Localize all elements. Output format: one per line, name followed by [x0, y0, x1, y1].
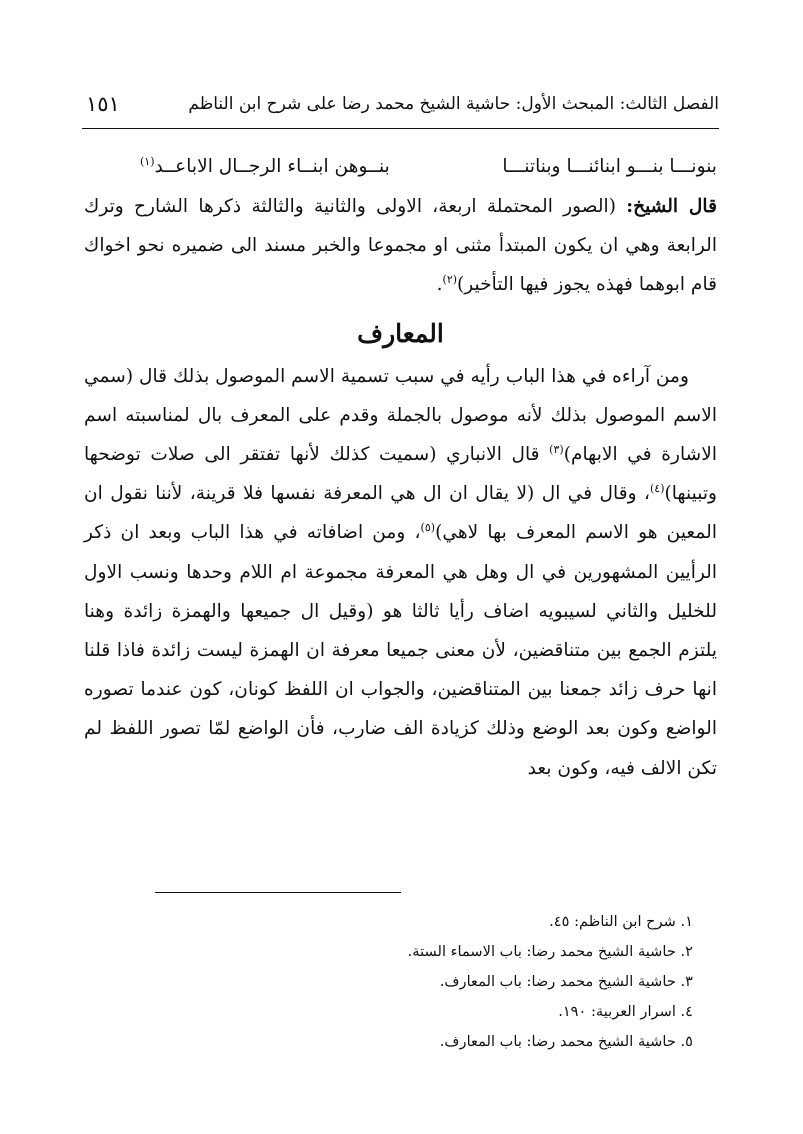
paragraph-part-2: قال الانباري (سميت كذلك لأنها تفتقر الى صلات توضحها وتبينها) [84, 444, 717, 505]
footnote-5: ٥. حاشية الشيخ محمد رضا: باب المعارف. [439, 1033, 693, 1050]
poetry-verse [84, 147, 717, 187]
sheikh-quote [84, 187, 717, 305]
main-content [84, 147, 717, 788]
verse-second-hemistich [140, 147, 390, 187]
footnotes [84, 907, 693, 1057]
paragraph-part-1: ومن آراءه في هذا الباب رأيه في سبب تسمية الاسم الموصول بذلك قال (سمي الاسم الموصول بذلك لأنه موصول بالجملة وقدم على المعرف بال لمناسبته اسم الاشارة في الابهام) [84, 365, 717, 466]
page-header [82, 88, 719, 129]
footnote-2: ٢. حاشية الشيخ محمد رضا: باب الاسماء الستة. [407, 943, 693, 960]
paragraph-part-4: ، ومن اضافاته في هذا الباب وبعد ان ذكر الرأيين المشهورين في ال وهل هي المعرفة مجموعة ام اللام وحدها ونسب الاول للخليل والثاني لسيبويه اضاف رأيا ثالثا هو (وقيل ال جميعها والهمزة زائدة وهنا يلتزم الجمع بين متناقضين، لأن معنى جميعا معرفة ان الهمزة ليست زائدة فاذا قلنا انها حرف زائد جمعنا بين المتناقضين، والجواب ان اللفظ كونان، كون عندما تصوره الواضع وكون بعد الوضع وذلك كزيادة الف ضارب، فأن الواضع لمّا تصور اللفظ لم تكن الالف فيه، وكون بعد [84, 522, 717, 779]
quote-text: (الصور المحتملة اربعة، الاولى والثانية والثالثة ذكرها الشارح وترك الرابعة وهي ان يكون المبتدأ مثنى او مجموعا والخبر مسند الى ضميره نحو اخواك قام ابوهما فهذه يجوز فيها التأخير) [84, 196, 717, 296]
footnote-4: ٤. اسرار العربية: ١٩٠. [558, 1003, 693, 1020]
footnote-ref-3: (٣) [549, 442, 564, 456]
footnote-ref-2: (٢) [442, 273, 458, 287]
footnote-3: ٣. حاشية الشيخ محمد رضا: باب المعارف. [439, 973, 693, 990]
quote-label: قال الشيخ: [626, 196, 717, 217]
footnote-ref-1: (١) [140, 154, 155, 168]
verse-second-hemistich-text: بنــوهن ابنــاء الرجــال الاباعــد [154, 156, 390, 177]
verse-first-hemistich: بنونـــا بنـــو ابنائنـــا وبناتنـــا [502, 156, 717, 177]
footnote-ref-4: (٤) [650, 482, 665, 496]
quote-end: . [436, 274, 443, 296]
footnote-1: ١. شرح ابن الناظم: ٤٥. [549, 913, 693, 930]
running-title: الفصل الثالث: المبحث الأول: حاشية الشيخ محمد رضا على شرح ابن الناظم [188, 94, 719, 114]
body-paragraph [84, 357, 717, 788]
section-title: المعارف [357, 318, 444, 348]
paragraph-part-3: ، وقال في ال (لا يقال ان ال هي المعرفة نفسها فلا قرينة، لأننا نقول ان المعين هو الاسم المعرف بها لاهي) [84, 483, 717, 544]
page-number: ١٥١ [86, 92, 120, 116]
footnote-ref-5: (٥) [420, 521, 436, 535]
footnote-divider [155, 892, 401, 893]
